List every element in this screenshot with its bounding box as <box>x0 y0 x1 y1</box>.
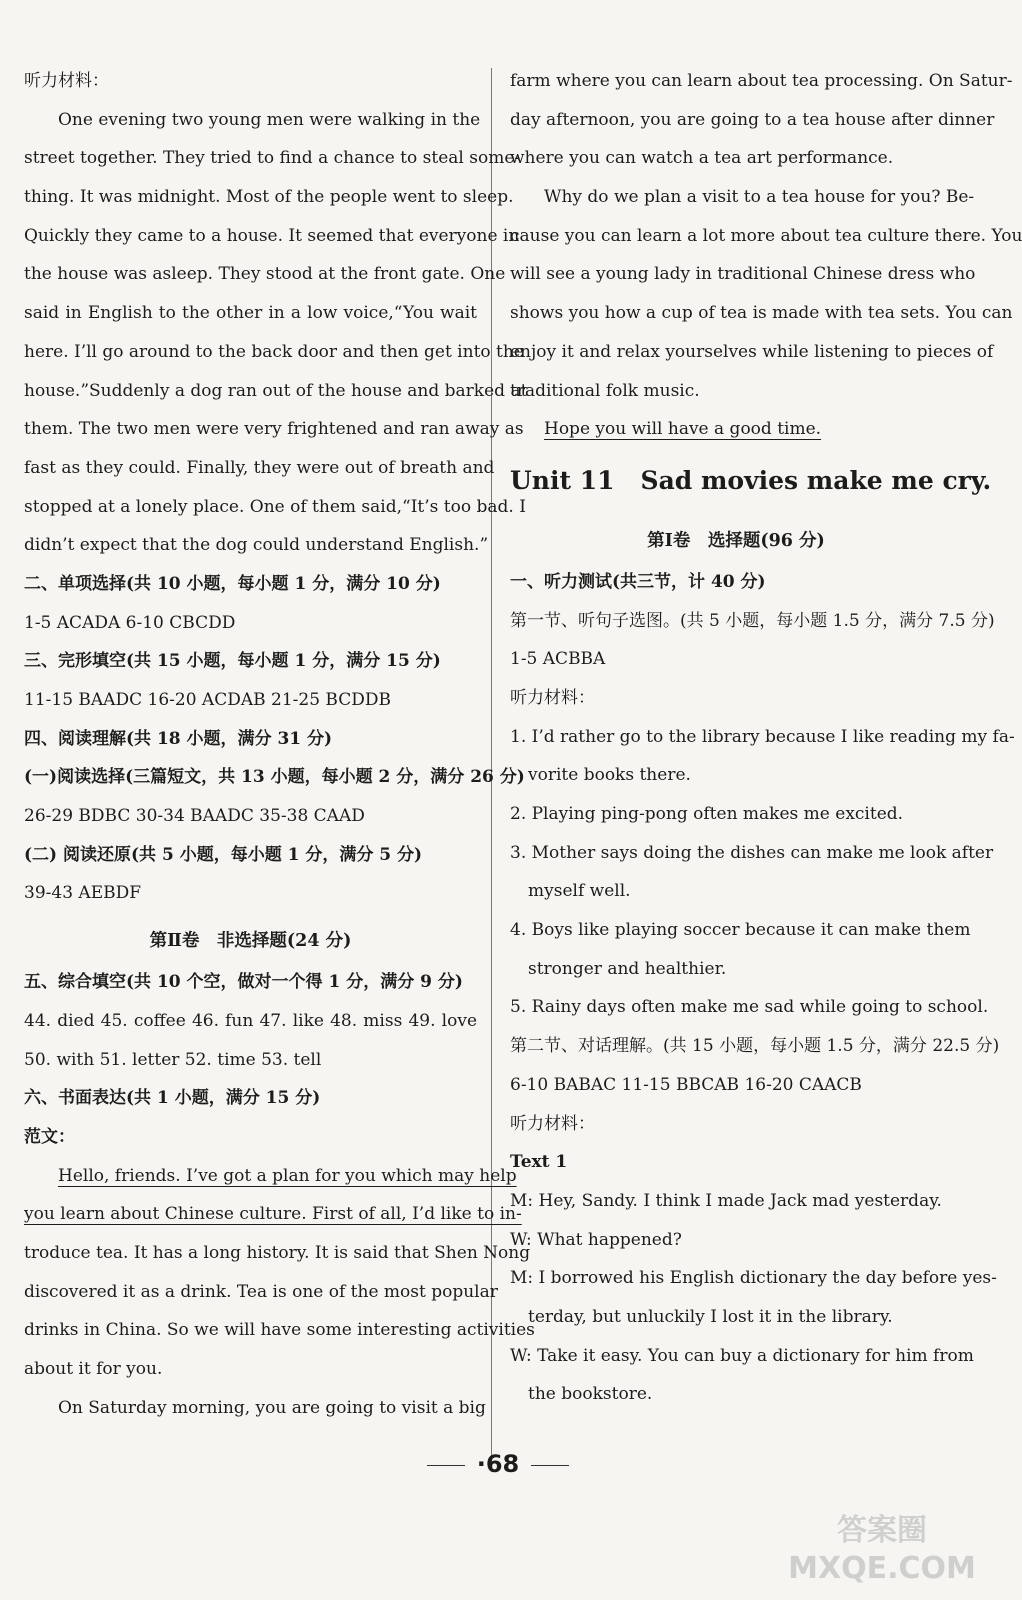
text-line: 1. I’d rather go to the library because I like reading my fa- <box>510 726 1015 747</box>
text-line: 44. died 45. coffee 46. fun 47. like 48. miss 49. love <box>24 1010 477 1031</box>
text-line: fast as they could. Finally, they were out of breath and <box>24 457 495 478</box>
text-line: Hello, friends. I’ve got a plan for you which may help <box>58 1165 517 1186</box>
text-line: (一)阅读选择(三篇短文，共 13 小题，每小题 2 分，满分 26 分) <box>24 767 525 788</box>
text-line: stopped at a lonely place. One of them said,“It’s too bad. I <box>24 496 526 517</box>
left-block-1 <box>24 62 528 913</box>
text-line: 二、单项选择(共 10 小题，每小题 1 分，满分 10 分) <box>24 573 441 594</box>
text-line: Why do we plan a visit to a tea house for you? Be- <box>544 187 975 208</box>
text-line: 39-43 AEBDF <box>24 883 142 904</box>
right-block-2 <box>510 563 1015 1414</box>
text-line: farm where you can learn about tea processing. On Satur- <box>510 71 1013 91</box>
text-line: where you can watch a tea art performance. <box>510 148 894 169</box>
text-line: M: I borrowed his English dictionary the day before yes- <box>510 1268 997 1289</box>
text-line: day afternoon, you are going to a tea house after dinner <box>510 109 995 130</box>
text-line: 26-29 BDBC 30-34 BAADC 35-38 CAAD <box>24 806 365 827</box>
page-number-text: ·68 <box>476 1450 520 1478</box>
text-line: 一、听力测试(共三节，计 40 分) <box>510 571 766 592</box>
text-line: street together. They tried to find a chance to steal some- <box>24 148 521 169</box>
text-line: drinks in China. So we will have some interesting activities <box>24 1320 535 1341</box>
text-line: 1-5 ACADA 6-10 CBCDD <box>24 612 236 633</box>
text-line: 5. Rainy days often make me sad while going to school. <box>510 997 989 1018</box>
text-line: 第一节、听句子选图。(共 5 小题，每小题 1.5 分，满分 7.5 分) <box>510 610 995 631</box>
text-line: M: Hey, Sandy. I think I made Jack mad yesterday. <box>510 1190 942 1211</box>
left-block-2 <box>24 963 535 1427</box>
text-line: enjoy it and relax yourselves while listening to pieces of <box>510 341 994 362</box>
text-line: 听力材料： <box>510 687 595 708</box>
text-line: 4. Boys like playing soccer because it can make them <box>510 920 971 941</box>
text-line: cause you can learn a lot more about tea culture there. You <box>510 225 1022 246</box>
text-line: 三、完形填空(共 15 小题，每小题 1 分，满分 15 分) <box>24 651 441 672</box>
text-line: the bookstore. <box>528 1384 653 1405</box>
page-number <box>0 1450 996 1478</box>
text-line: discovered it as a drink. Tea is one of the most popular <box>24 1281 498 1302</box>
text-line: 六、书面表达(共 1 小题，满分 15 分) <box>24 1088 321 1109</box>
section1-title: 第Ⅰ卷 选择题(96 分) <box>647 530 825 551</box>
text-line: (二) 阅读还原(共 5 小题，每小题 1 分，满分 5 分) <box>24 844 423 865</box>
text-line: 1-5 ACBBA <box>510 649 606 670</box>
text-line: 四、阅读理解(共 18 小题，满分 31 分) <box>24 728 333 749</box>
unit-label: Unit 11 <box>510 465 615 495</box>
text-line: thing. It was midnight. Most of the people went to sleep. <box>24 187 514 208</box>
text-line: shows you how a cup of tea is made with tea sets. You can <box>510 303 1013 324</box>
text-line: you learn about Chinese culture. First of all, I’d like to in- <box>24 1204 522 1225</box>
text-line: 听力材料： <box>24 71 109 91</box>
text-line: about it for you. <box>24 1359 163 1379</box>
text-line: 五、综合填空(共 10 个空，做对一个得 1 分，满分 9 分) <box>24 972 463 993</box>
text-line: 6-10 BABAC 11-15 BBCAB 16-20 CAACB <box>510 1074 862 1095</box>
text-line: W: What happened? <box>510 1229 682 1250</box>
text-line: house.”Suddenly a dog ran out of the house and barked at <box>24 380 528 401</box>
text-line: 听力材料： <box>510 1113 595 1134</box>
text-line: Quickly they came to a house. It seemed that everyone in <box>24 225 520 246</box>
text-line: troduce tea. It has a long history. It is said that Shen Nong <box>24 1242 531 1263</box>
right-block-1 <box>510 62 1022 449</box>
text-line: W: Take it easy. You can buy a dictionary for him from <box>510 1345 974 1366</box>
text-line: the house was asleep. They stood at the front gate. One <box>24 264 506 285</box>
text-line: 3. Mother says doing the dishes can make me look after <box>510 842 994 863</box>
text-line: traditional folk music. <box>510 380 700 401</box>
text-line: 11-15 BAADC 16-20 ACDAB 21-25 BCDDB <box>24 690 391 710</box>
text-line: didn’t expect that the dog could understand English.” <box>24 535 489 556</box>
text-line: said in English to the other in a low voice,“You wait <box>24 303 477 324</box>
text-line: 范文： <box>24 1126 75 1147</box>
text-line: terday, but unluckily I lost it in the library. <box>528 1306 893 1327</box>
text-line: stronger and healthier. <box>528 958 727 979</box>
unit-title: Sad movies make me cry. <box>640 465 992 495</box>
text-line: Hope you will have a good time. <box>544 419 822 440</box>
text-line: 第二节、对话理解。(共 15 小题，每小题 1.5 分，满分 22.5 分) <box>510 1036 1000 1057</box>
section2-title: 第Ⅱ卷 非选择题(24 分) <box>149 931 352 952</box>
unit-heading <box>510 449 992 513</box>
text-line: 2. Playing ping-pong often makes me excited. <box>510 804 904 824</box>
text-line: One evening two young men were walking in the <box>58 109 481 130</box>
text-line: them. The two men were very frightened and ran away as <box>24 419 524 440</box>
right-column <box>510 62 1022 1414</box>
text-line: will see a young lady in traditional Chinese dress who <box>510 264 976 285</box>
text-line: vorite books there. <box>528 765 691 786</box>
text-line: On Saturday morning, you are going to visit a big <box>58 1397 486 1418</box>
left-column <box>24 62 535 1427</box>
text-line: here. I’ll go around to the back door and then get into the <box>24 341 524 362</box>
watermark-text: 答案圈 MXQE.COM <box>788 1513 976 1586</box>
text-line: 50. with 51. letter 52. time 53. tell <box>24 1049 322 1070</box>
text-line: Text 1 <box>510 1152 568 1173</box>
watermark-logo <box>782 1512 982 1592</box>
text-line: myself well. <box>528 881 631 902</box>
